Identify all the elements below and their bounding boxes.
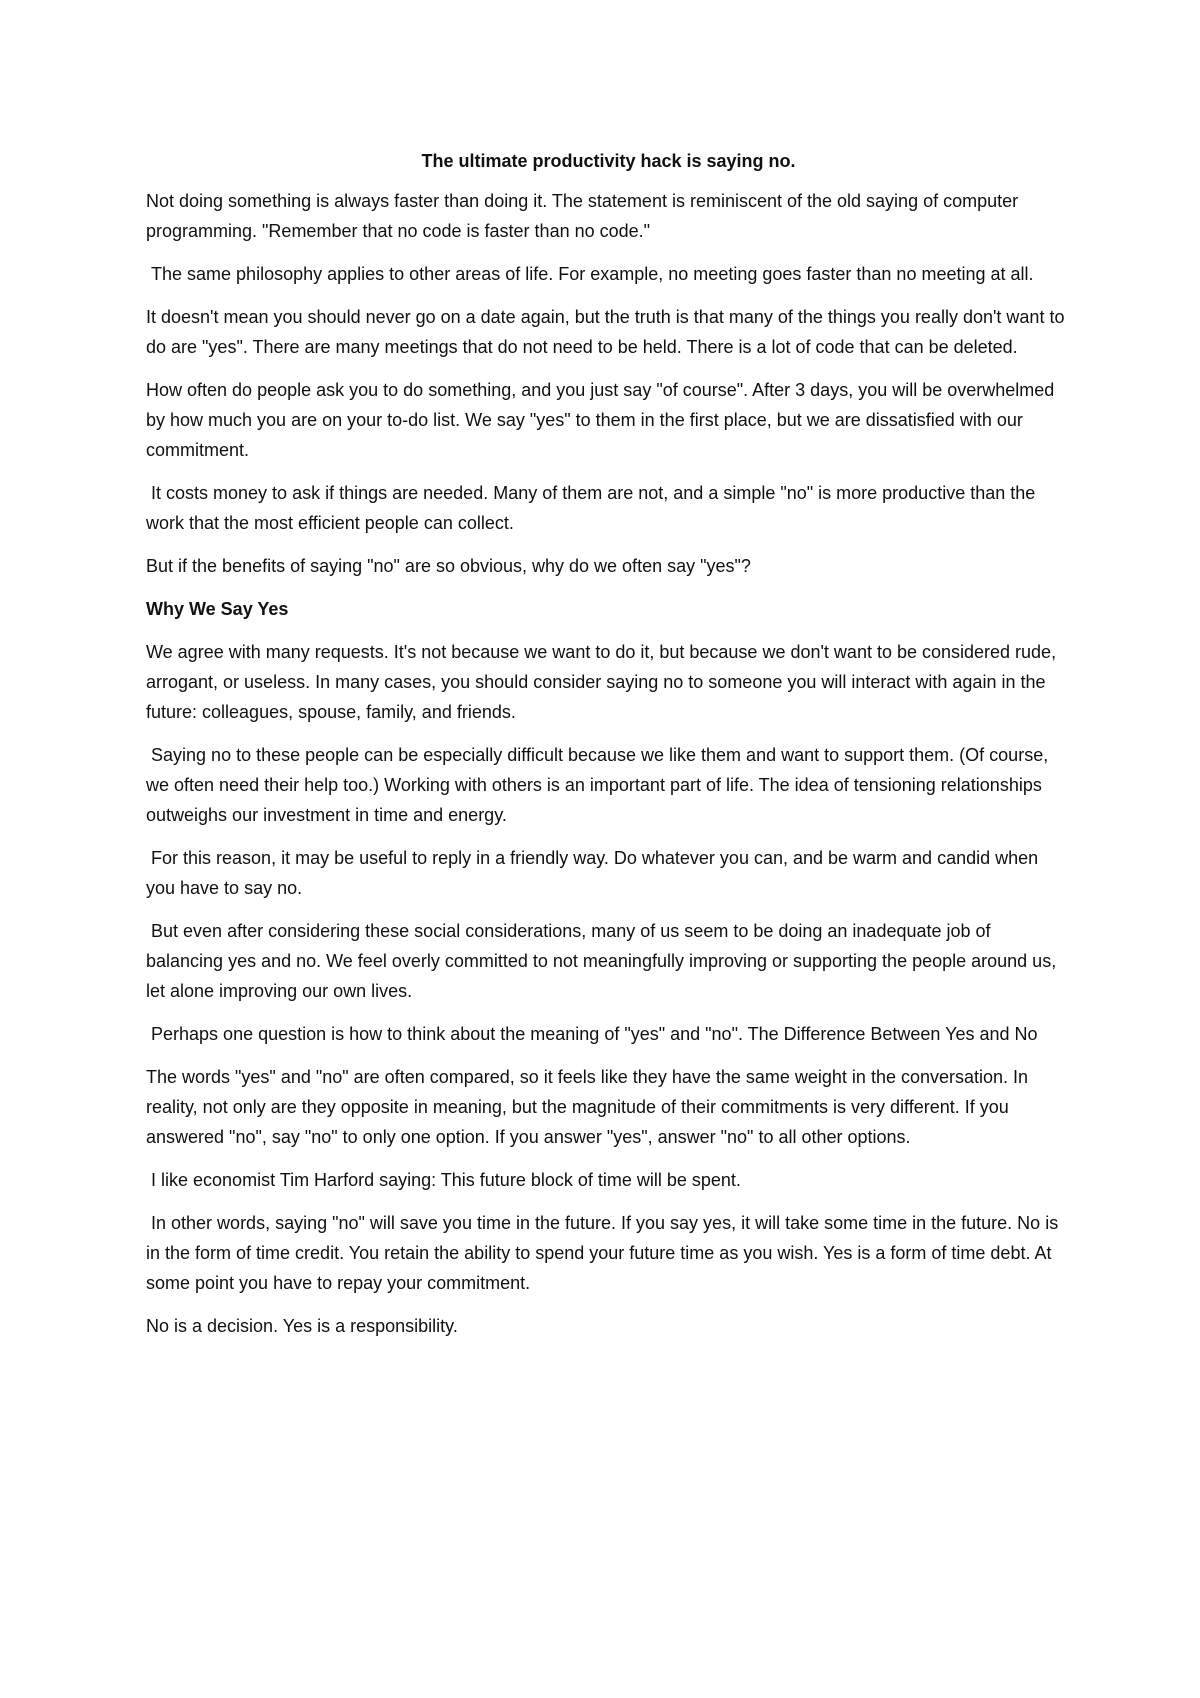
paragraph: In other words, saying "no" will save you time in the future. If you say yes, it will take some time in the future. No is in the form of time credit. You retain the ability to spend your future time as you wish. Yes is a form of time debt. At some point you have to repay your commitment. [146, 1213, 1064, 1293]
paragraph: Perhaps one question is how to think about the meaning of "yes" and "no". The Difference Between Yes and No [146, 1024, 1038, 1044]
paragraph: It costs money to ask if things are needed. Many of them are not, and a simple "no" is more productive than the work that the most efficient people can collect. [146, 483, 1041, 533]
paragraph: Not doing something is always faster than doing it. The statement is reminiscent of the old saying of computer programming. "Remember that no code is faster than no code." [146, 191, 1024, 241]
document-body [146, 146, 1071, 1354]
paragraph: I like economist Tim Harford saying: This future block of time will be spent. [146, 1170, 741, 1190]
paragraph: Saying no to these people can be especially difficult because we like them and want to support them. (Of course, we often need their help too.) Working with others is an important part of life. The idea of tensioning relationships outweighs our investment in time and energy. [146, 745, 1054, 825]
paragraph: No is a decision. Yes is a responsibility. [146, 1316, 458, 1336]
paragraph: But if the benefits of saying "no" are so obvious, why do we often say "yes"? [146, 556, 751, 576]
document-title: The ultimate productivity hack is saying no. [421, 151, 796, 171]
paragraph: The words "yes" and "no" are often compared, so it feels like they have the same weight in the conversation. In reality, not only are they opposite in meaning, but the magnitude of their commitments is very different. If you answered "no", say "no" to only one option. If you answer "yes", answer "no" to all other options. [146, 1067, 1034, 1147]
paragraph: We agree with many requests. It's not because we want to do it, but because we don't want to be considered rude, arrogant, or useless. In many cases, you should consider saying no to someone you will interact with again in the future: colleagues, spouse, family, and friends. [146, 642, 1062, 722]
paragraph: But even after considering these social considerations, many of us seem to be doing an inadequate job of balancing yes and no. We feel overly committed to not meaningfully improving or supporting the people around us, let alone improving our own lives. [146, 921, 1062, 1001]
section-heading: Why We Say Yes [146, 599, 289, 619]
paragraph: For this reason, it may be useful to reply in a friendly way. Do whatever you can, and be warm and candid when you have to say no. [146, 848, 1044, 898]
paragraph: It doesn't mean you should never go on a date again, but the truth is that many of the things you really don't want to do are "yes". There are many meetings that do not need to be held. There is a lot of code that can be deleted. [146, 307, 1070, 357]
paragraph: The same philosophy applies to other areas of life. For example, no meeting goes faster than no meeting at all. [146, 264, 1034, 284]
paragraph: How often do people ask you to do something, and you just say "of course". After 3 days, you will be overwhelmed by how much you are on your to-do list. We say "yes" to them in the first place, but we are dissatisfied with our commitment. [146, 380, 1060, 460]
